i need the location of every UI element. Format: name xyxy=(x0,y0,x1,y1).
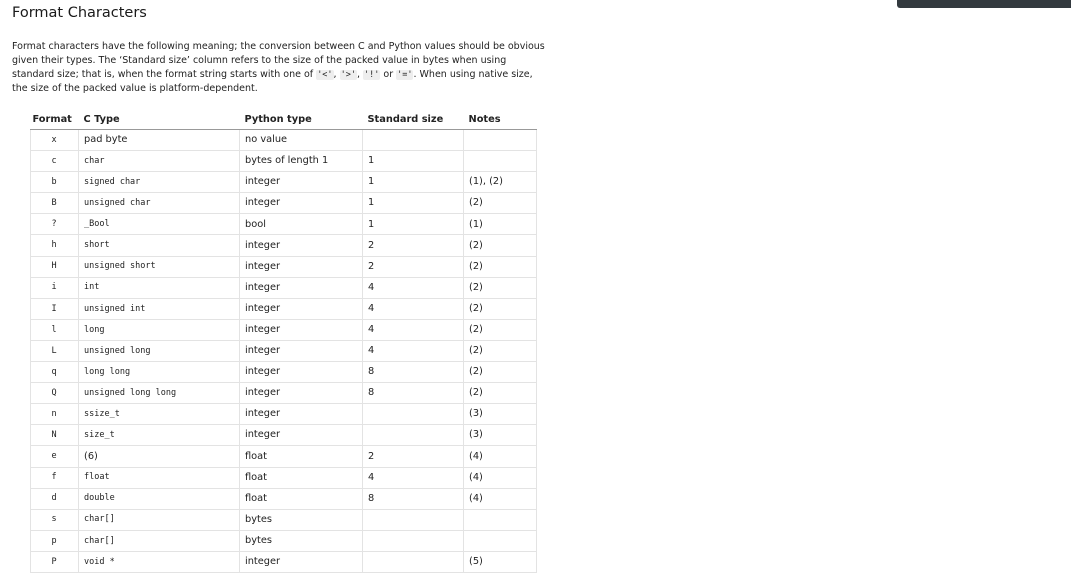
format-characters-table xyxy=(30,109,537,573)
cell-c-type: char xyxy=(79,151,240,172)
cell-c-type: unsigned long long xyxy=(79,383,240,404)
table-row xyxy=(31,214,537,235)
table-row xyxy=(31,509,537,530)
cell-python-type: integer xyxy=(240,298,363,319)
cell-c-type: char[] xyxy=(79,509,240,530)
table-row xyxy=(31,446,537,467)
cell-standard-size: 1 xyxy=(363,214,464,235)
cell-python-type: bytes xyxy=(240,530,363,551)
table-row xyxy=(31,298,537,319)
cell-c-type: unsigned long xyxy=(79,340,240,361)
cell-format: f xyxy=(31,467,79,488)
cell-format: H xyxy=(31,256,79,277)
cell-python-type: integer xyxy=(240,319,363,340)
cell-notes: (4) xyxy=(464,488,537,509)
cell-notes: (1), (2) xyxy=(464,172,537,193)
table-row xyxy=(31,340,537,361)
cell-python-type: integer xyxy=(240,172,363,193)
intro-text-2: . When using native size, the size of the packed value is platform-dependent. xyxy=(12,69,533,94)
cell-python-type: integer xyxy=(240,425,363,446)
cell-c-type: unsigned char xyxy=(79,193,240,214)
cell-python-type: integer xyxy=(240,235,363,256)
code-little-endian: '<' xyxy=(317,70,333,80)
cell-c-type: void * xyxy=(79,551,240,572)
cell-format: q xyxy=(31,362,79,383)
cell-c-type: long xyxy=(79,319,240,340)
cell-notes: (2) xyxy=(464,235,537,256)
table-row xyxy=(31,530,537,551)
cell-python-type: bool xyxy=(240,214,363,235)
cell-c-type: _Bool xyxy=(79,214,240,235)
table-row xyxy=(31,151,537,172)
cell-python-type: integer xyxy=(240,193,363,214)
cell-notes: (2) xyxy=(464,193,537,214)
cell-c-type: char[] xyxy=(79,530,240,551)
cell-format: ? xyxy=(31,214,79,235)
header-notes: Notes xyxy=(464,109,537,130)
cell-notes xyxy=(464,130,537,151)
cell-python-type: no value xyxy=(240,130,363,151)
cell-notes: (2) xyxy=(464,277,537,298)
header-format: Format xyxy=(31,109,79,130)
table-row xyxy=(31,467,537,488)
cell-notes: (2) xyxy=(464,298,537,319)
cell-format: i xyxy=(31,277,79,298)
table-row xyxy=(31,172,537,193)
cell-python-type: integer xyxy=(240,277,363,298)
cell-notes: (3) xyxy=(464,425,537,446)
cell-python-type: float xyxy=(240,467,363,488)
table-row xyxy=(31,235,537,256)
cell-c-type: size_t xyxy=(79,425,240,446)
code-native: '=' xyxy=(397,70,413,80)
cell-python-type: integer xyxy=(240,362,363,383)
top-toolbar-edge xyxy=(897,0,1071,8)
cell-standard-size: 8 xyxy=(363,362,464,383)
cell-format: s xyxy=(31,509,79,530)
table-row xyxy=(31,404,537,425)
cell-format: h xyxy=(31,235,79,256)
cell-notes: (2) xyxy=(464,256,537,277)
code-network: '!' xyxy=(364,70,380,80)
cell-python-type: float xyxy=(240,446,363,467)
cell-standard-size xyxy=(363,530,464,551)
cell-standard-size: 4 xyxy=(363,319,464,340)
cell-c-type: (6) xyxy=(79,446,240,467)
cell-standard-size xyxy=(363,509,464,530)
table-row xyxy=(31,551,537,572)
table-row xyxy=(31,277,537,298)
cell-python-type: integer xyxy=(240,551,363,572)
cell-c-type: int xyxy=(79,277,240,298)
cell-standard-size xyxy=(363,425,464,446)
cell-python-type: integer xyxy=(240,383,363,404)
cell-standard-size xyxy=(363,130,464,151)
cell-format: p xyxy=(31,530,79,551)
cell-c-type: unsigned short xyxy=(79,256,240,277)
cell-format: L xyxy=(31,340,79,361)
cell-python-type: integer xyxy=(240,404,363,425)
table-row xyxy=(31,319,537,340)
table-row xyxy=(31,425,537,446)
header-python-type: Python type xyxy=(240,109,363,130)
cell-standard-size: 4 xyxy=(363,298,464,319)
cell-standard-size: 2 xyxy=(363,256,464,277)
table-row xyxy=(31,130,537,151)
cell-format: n xyxy=(31,404,79,425)
cell-standard-size: 8 xyxy=(363,488,464,509)
table-row xyxy=(31,362,537,383)
cell-notes: (2) xyxy=(464,383,537,404)
cell-format: c xyxy=(31,151,79,172)
table-row xyxy=(31,256,537,277)
cell-standard-size: 1 xyxy=(363,151,464,172)
cell-notes: (4) xyxy=(464,446,537,467)
cell-c-type: short xyxy=(79,235,240,256)
cell-notes: (5) xyxy=(464,551,537,572)
section-heading: Format Characters xyxy=(12,5,147,21)
cell-c-type: float xyxy=(79,467,240,488)
intro-sep: or xyxy=(380,69,397,80)
cell-format: N xyxy=(31,425,79,446)
table-body xyxy=(31,130,537,573)
cell-standard-size: 4 xyxy=(363,467,464,488)
cell-c-type: pad byte xyxy=(79,130,240,151)
cell-python-type: integer xyxy=(240,256,363,277)
cell-format: B xyxy=(31,193,79,214)
header-standard-size: Standard size xyxy=(363,109,464,130)
doc-section xyxy=(12,0,572,573)
intro-paragraph xyxy=(12,40,547,96)
cell-notes xyxy=(464,151,537,172)
cell-c-type: double xyxy=(79,488,240,509)
cell-standard-size xyxy=(363,551,464,572)
cell-format: b xyxy=(31,172,79,193)
cell-notes: (2) xyxy=(464,362,537,383)
cell-format: d xyxy=(31,488,79,509)
cell-notes: (4) xyxy=(464,467,537,488)
cell-standard-size xyxy=(363,404,464,425)
table-row xyxy=(31,488,537,509)
cell-notes: (1) xyxy=(464,214,537,235)
cell-standard-size: 2 xyxy=(363,235,464,256)
cell-python-type: float xyxy=(240,488,363,509)
cell-notes: (2) xyxy=(464,340,537,361)
intro-text-1: Format characters have the following meaning; the conversion between C and Python values should be obvious given their types. The ‘Standard size’ column refers to the size of the packed value in bytes when using standard size; that is, when the format string starts with one of xyxy=(12,41,545,80)
cell-standard-size: 4 xyxy=(363,340,464,361)
cell-format: Q xyxy=(31,383,79,404)
cell-standard-size: 8 xyxy=(363,383,464,404)
cell-format: l xyxy=(31,319,79,340)
cell-notes: (2) xyxy=(464,319,537,340)
cell-standard-size: 1 xyxy=(363,172,464,193)
cell-c-type: unsigned int xyxy=(79,298,240,319)
intro-sep: , xyxy=(356,69,363,80)
cell-c-type: ssize_t xyxy=(79,404,240,425)
cell-python-type: bytes of length 1 xyxy=(240,151,363,172)
cell-standard-size: 4 xyxy=(363,277,464,298)
cell-c-type: signed char xyxy=(79,172,240,193)
table-row xyxy=(31,193,537,214)
code-big-endian: '>' xyxy=(340,70,356,80)
cell-format: P xyxy=(31,551,79,572)
cell-format: I xyxy=(31,298,79,319)
cell-format: x xyxy=(31,130,79,151)
cell-notes: (3) xyxy=(464,404,537,425)
header-c-type: C Type xyxy=(79,109,240,130)
cell-format: e xyxy=(31,446,79,467)
cell-python-type: integer xyxy=(240,340,363,361)
cell-c-type: long long xyxy=(79,362,240,383)
cell-python-type: bytes xyxy=(240,509,363,530)
cell-notes xyxy=(464,509,537,530)
cell-standard-size: 1 xyxy=(363,193,464,214)
intro-sep: , xyxy=(333,69,340,80)
cell-standard-size: 2 xyxy=(363,446,464,467)
table-header-row xyxy=(31,109,537,130)
table-row xyxy=(31,383,537,404)
cell-notes xyxy=(464,530,537,551)
